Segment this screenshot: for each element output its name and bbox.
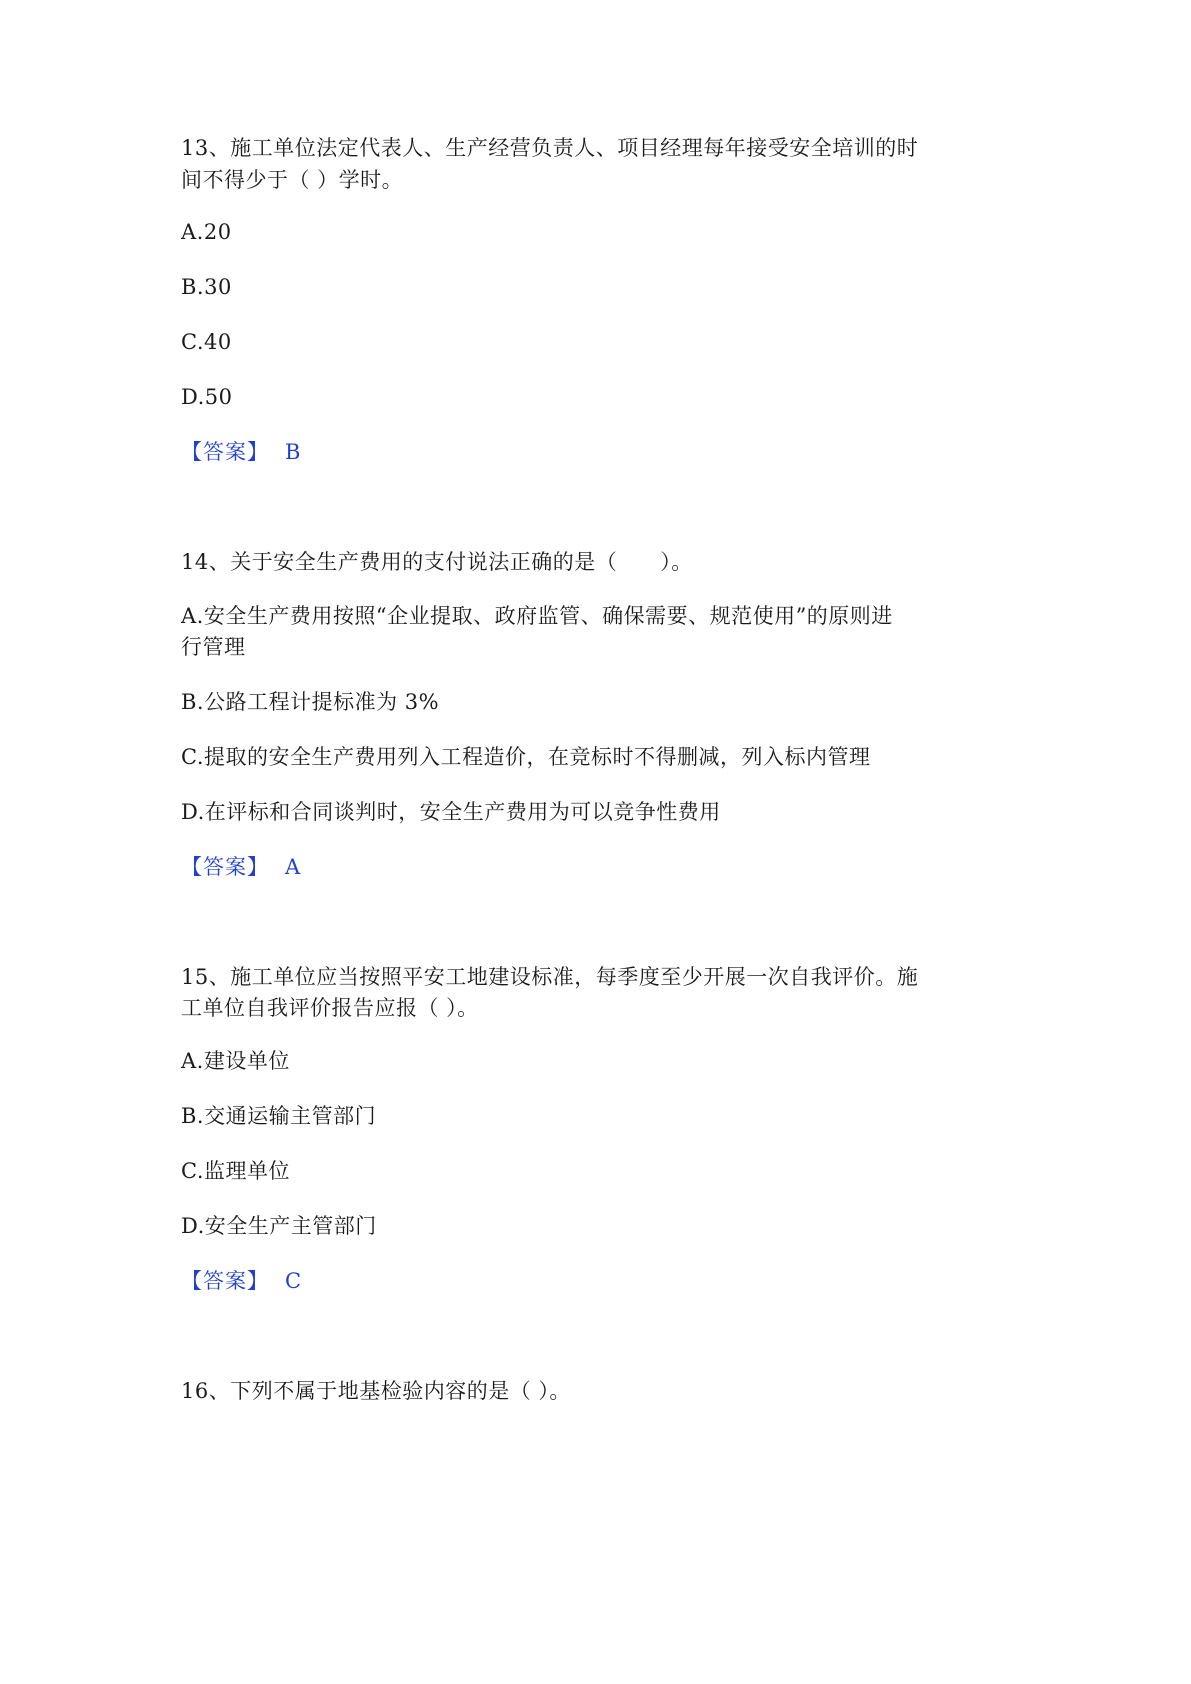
question-stem: 13、施工单位法定代表人、生产经营负责人、项目经理每年接受安全培训的时 — [181, 136, 919, 160]
option-c: C.提取的安全生产费用列入工程造价，在竞标时不得删减，列入标内管理 — [181, 745, 871, 769]
answer — [181, 852, 301, 882]
answer — [181, 437, 301, 467]
option-c: C.监理单位 — [181, 1159, 290, 1183]
answer-value: C — [285, 1269, 302, 1293]
option-a: A.20 — [181, 220, 232, 244]
option-a: A.安全生产费用按照“企业提取、政府监管、确保需要、规范使用”的原则进 — [181, 604, 893, 628]
option-b: B.交通运输主管部门 — [181, 1104, 377, 1128]
answer-value: B — [285, 440, 301, 464]
option-d: D.安全生产主管部门 — [181, 1214, 377, 1238]
answer-label: 【答案】 — [181, 1269, 269, 1293]
question-stem: 工单位自我评价报告应报（ ）。 — [181, 996, 479, 1020]
option-d: D.在评标和合同谈判时，安全生产费用为可以竞争性费用 — [181, 800, 721, 824]
question-stem: 14、关于安全生产费用的支付说法正确的是（ ）。 — [181, 550, 693, 574]
option-b: B.30 — [181, 275, 232, 299]
option-a: A.建设单位 — [181, 1049, 290, 1073]
question-stem: 间不得少于（ ）学时。 — [181, 168, 404, 192]
answer-label: 【答案】 — [181, 440, 269, 464]
answer-value: A — [285, 855, 301, 879]
answer — [181, 1266, 302, 1296]
option-d: D.50 — [181, 385, 233, 409]
option-c: C.40 — [181, 330, 232, 354]
option-a-continued: 行管理 — [181, 635, 246, 659]
option-b: B.公路工程计提标准为 3% — [181, 690, 440, 714]
question-stem: 16、下列不属于地基检验内容的是（ ）。 — [181, 1379, 571, 1403]
answer-label: 【答案】 — [181, 855, 269, 879]
question-stem: 15、施工单位应当按照平安工地建设标准，每季度至少开展一次自我评价。施 — [181, 965, 919, 989]
